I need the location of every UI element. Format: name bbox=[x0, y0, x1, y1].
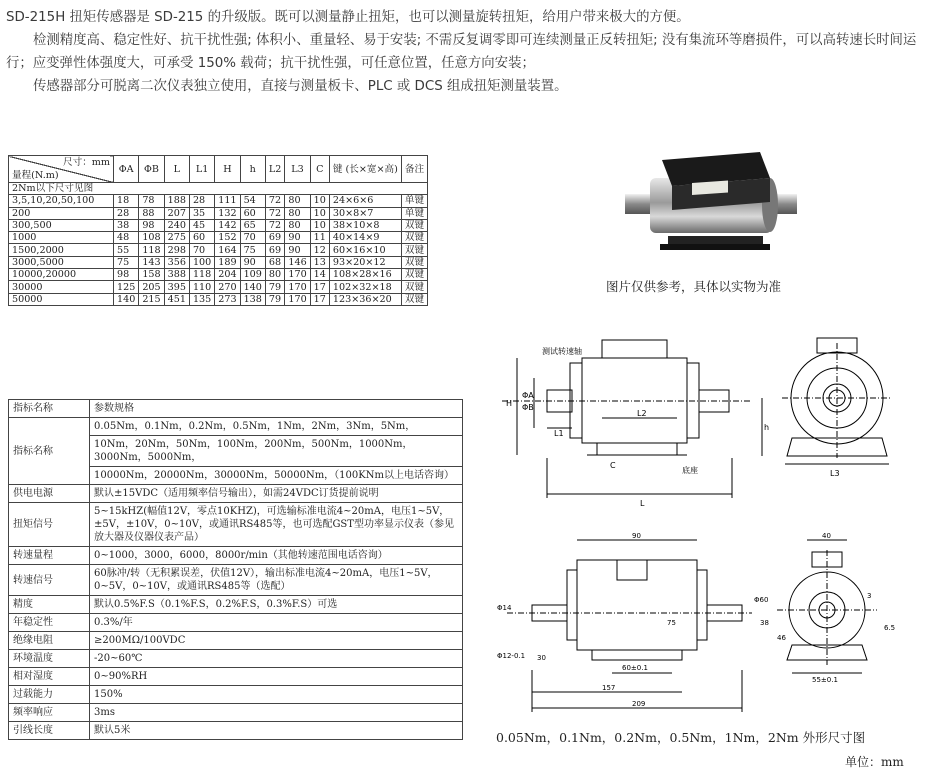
table-cell: 双键 bbox=[401, 281, 427, 293]
table-cell: 158 bbox=[139, 269, 164, 281]
table-cell: 240 bbox=[164, 219, 189, 231]
table-cell: 双键 bbox=[401, 269, 427, 281]
spec-value: 3ms bbox=[90, 704, 463, 722]
table-cell: 70 bbox=[189, 244, 214, 256]
drawing1-label-C: C bbox=[610, 461, 616, 470]
spec-row bbox=[9, 722, 463, 740]
spec-value: 60脉冲/转（无积累误差，伏值12V），输出标准电流4~20mA，电压1~5V，0~5V，0~10V，或通讯RS485等（选配） bbox=[90, 565, 463, 596]
spec-row bbox=[9, 503, 463, 547]
table-cell: 102×32×18 bbox=[329, 281, 401, 293]
table-cell: 90 bbox=[285, 232, 310, 244]
table-cell: 204 bbox=[215, 269, 240, 281]
dimension-col-header: L1 bbox=[189, 156, 214, 183]
spec-row bbox=[9, 686, 463, 704]
technical-drawing-small bbox=[492, 530, 917, 720]
sensor-photo bbox=[620, 140, 800, 265]
technical-drawing-side-front bbox=[492, 318, 917, 518]
table-cell: 17 bbox=[310, 293, 329, 305]
table-cell: 30×8×7 bbox=[329, 207, 401, 219]
drawing1-label-base: 底座 bbox=[682, 466, 698, 475]
spec-value: -20~60℃ bbox=[90, 650, 463, 668]
table-cell: 1000 bbox=[9, 232, 114, 244]
intro-line-1: SD-215H 扭矩传感器是 SD-215 的升级版。既可以测量静止扭矩，也可以测量旋转扭矩，给用户带来极大的方便。 bbox=[6, 10, 690, 25]
table-cell: 70 bbox=[240, 232, 265, 244]
dimension-col-header: 键 (长×宽×高) bbox=[329, 156, 401, 183]
table-cell: 50000 bbox=[9, 293, 114, 305]
table-cell: 69 bbox=[265, 244, 284, 256]
table-cell: 12 bbox=[310, 244, 329, 256]
table-cell: 170 bbox=[285, 269, 310, 281]
table-cell: 28 bbox=[114, 207, 139, 219]
table-cell: 298 bbox=[164, 244, 189, 256]
table-cell: 双键 bbox=[401, 256, 427, 268]
drawing2-dim-60: 60±0.1 bbox=[622, 664, 648, 672]
spec-key: 年稳定性 bbox=[9, 614, 90, 632]
table-cell: 111 bbox=[215, 195, 240, 207]
dimension-col-header: C bbox=[310, 156, 329, 183]
table-cell: 108×28×16 bbox=[329, 269, 401, 281]
table-cell: 69 bbox=[265, 232, 284, 244]
table-cell: 75 bbox=[240, 244, 265, 256]
table-row bbox=[9, 195, 428, 207]
drawing2-dim-phi60: Φ60 bbox=[754, 596, 769, 604]
spec-row bbox=[9, 704, 463, 722]
dimension-col-header: 备注 bbox=[401, 156, 427, 183]
table-cell: 72 bbox=[265, 219, 284, 231]
table-cell: 68 bbox=[265, 256, 284, 268]
table-cell: 205 bbox=[139, 281, 164, 293]
table-cell: 60 bbox=[240, 207, 265, 219]
table-cell: 10 bbox=[310, 219, 329, 231]
table-cell: 30000 bbox=[9, 281, 114, 293]
table-cell: 双键 bbox=[401, 293, 427, 305]
drawing2-dim-157: 157 bbox=[602, 684, 616, 692]
table-cell: 75 bbox=[114, 256, 139, 268]
table-cell: 80 bbox=[285, 207, 310, 219]
table-cell: 3000,5000 bbox=[9, 256, 114, 268]
spec-value: 0~90%RH bbox=[90, 668, 463, 686]
table-cell: 100 bbox=[189, 256, 214, 268]
table-cell: 152 bbox=[215, 232, 240, 244]
spec-header-value: 参数规格 bbox=[90, 400, 463, 418]
drawing2-dim-30: 30 bbox=[537, 654, 546, 662]
table-cell: 451 bbox=[164, 293, 189, 305]
table-cell: 18 bbox=[114, 195, 139, 207]
dimension-table-header bbox=[9, 156, 428, 183]
table-cell: 10 bbox=[310, 207, 329, 219]
spec-range-line-3: 10000Nm，20000Nm，30000Nm，50000Nm，（100KNm以上电话咨询） bbox=[94, 470, 454, 481]
table-cell: 200 bbox=[9, 207, 114, 219]
dimension-col-header: ΦB bbox=[139, 156, 164, 183]
spec-header-key: 指标名称 bbox=[9, 400, 90, 418]
spec-table bbox=[8, 399, 463, 740]
table-cell: 65 bbox=[240, 219, 265, 231]
table-cell: 98 bbox=[139, 219, 164, 231]
table-cell: 388 bbox=[164, 269, 189, 281]
table-row bbox=[9, 281, 428, 293]
spec-row bbox=[9, 632, 463, 650]
spec-key: 转速量程 bbox=[9, 547, 90, 565]
spec-value: 5~15kHZ(幅值12V，零点10KHZ)，可选输标准电流4~20mA，电压1~5V，±5V，±10V，0~10V，或通讯RS485等，也可选配GST型功率显示仪表（参见放大器及仪器仪表产品） bbox=[90, 503, 463, 547]
table-cell: 双键 bbox=[401, 219, 427, 231]
spec-row bbox=[9, 547, 463, 565]
dimension-col-header: L3 bbox=[285, 156, 310, 183]
table-cell: 275 bbox=[164, 232, 189, 244]
drawing1-label-phiB: ΦB bbox=[522, 403, 534, 412]
table-cell: 356 bbox=[164, 256, 189, 268]
drawing2-dim-209: 209 bbox=[632, 700, 646, 708]
table-cell: 55 bbox=[114, 244, 139, 256]
table-cell: 38×10×8 bbox=[329, 219, 401, 231]
drawing2-dim-90: 90 bbox=[632, 532, 641, 540]
table-cell: 215 bbox=[139, 293, 164, 305]
spec-value: 150% bbox=[90, 686, 463, 704]
table-cell: 3,5,10,20,50,100 bbox=[9, 195, 114, 207]
spec-range-key: 指标名称 bbox=[9, 418, 90, 485]
table-cell: 78 bbox=[139, 195, 164, 207]
table-cell: 135 bbox=[189, 293, 214, 305]
table-cell: 170 bbox=[285, 293, 310, 305]
drawing2-dim-phi12: Φ12-0.1 bbox=[497, 652, 526, 660]
spec-key: 扭矩信号 bbox=[9, 503, 90, 547]
drawing1-tag-shaft: 测试转速轴 bbox=[542, 347, 582, 356]
drawing2-dim-46: 46 bbox=[777, 634, 786, 642]
table-cell: 35 bbox=[189, 207, 214, 219]
table-cell: 109 bbox=[240, 269, 265, 281]
table-cell: 28 bbox=[189, 195, 214, 207]
table-cell: 300,500 bbox=[9, 219, 114, 231]
table-cell: 188 bbox=[164, 195, 189, 207]
drawing2-dim-3: 3 bbox=[867, 592, 872, 600]
table-cell: 132 bbox=[215, 207, 240, 219]
spec-value: 0.3%/年 bbox=[90, 614, 463, 632]
spec-row bbox=[9, 614, 463, 632]
spec-row bbox=[9, 668, 463, 686]
table-cell: 395 bbox=[164, 281, 189, 293]
drawing1-label-H: H bbox=[506, 399, 513, 408]
drawing1-label-L: L bbox=[640, 499, 645, 508]
table-cell: 双键 bbox=[401, 232, 427, 244]
drawing2-dim-75: 75 bbox=[667, 619, 676, 627]
dimension-col-header: h bbox=[240, 156, 265, 183]
drawing1-label-L1: L1 bbox=[554, 429, 564, 438]
table-cell: 双键 bbox=[401, 244, 427, 256]
intro-text bbox=[6, 6, 920, 98]
spec-value: 0~1000，3000，6000，8000r/min（其他转速范围电话咨询） bbox=[90, 547, 463, 565]
table-cell: 118 bbox=[139, 244, 164, 256]
spec-key: 转速信号 bbox=[9, 565, 90, 596]
dimension-header-diagonal bbox=[9, 156, 114, 183]
spec-row bbox=[9, 596, 463, 614]
spec-value: 默认0.5%F.S（0.1%F.S，0.2%F.S，0.3%F.S）可选 bbox=[90, 596, 463, 614]
table-cell: 189 bbox=[215, 256, 240, 268]
table-cell: 125 bbox=[114, 281, 139, 293]
spec-row bbox=[9, 565, 463, 596]
table-cell: 140 bbox=[240, 281, 265, 293]
unit-label: 单位：mm bbox=[845, 755, 904, 769]
spec-value: 默认±15VDC（适用频率信号输出），如需24VDC订货提前说明 bbox=[90, 485, 463, 503]
table-row bbox=[9, 244, 428, 256]
drawing-caption: 0.05Nm，0.1Nm，0.2Nm，0.5Nm，1Nm，2Nm 外形尺寸图 bbox=[496, 730, 866, 745]
table-cell: 146 bbox=[285, 256, 310, 268]
table-cell: 118 bbox=[189, 269, 214, 281]
table-cell: 80 bbox=[285, 195, 310, 207]
table-cell: 45 bbox=[189, 219, 214, 231]
spec-row-range bbox=[9, 418, 463, 485]
spec-value: ≥200MΩ/100VDC bbox=[90, 632, 463, 650]
drawing2-dim-55: 55±0.1 bbox=[812, 676, 838, 684]
dimension-header-bottom: 量程(N.m) bbox=[12, 170, 59, 181]
drawing2-dim-6-5: 6.5 bbox=[884, 624, 896, 632]
table-cell: 270 bbox=[215, 281, 240, 293]
drawing1-label-h: h bbox=[764, 423, 770, 432]
table-cell: 14 bbox=[310, 269, 329, 281]
table-cell: 108 bbox=[139, 232, 164, 244]
spec-row bbox=[9, 485, 463, 503]
table-row bbox=[9, 207, 428, 219]
table-cell: 单键 bbox=[401, 207, 427, 219]
table-cell: 140 bbox=[114, 293, 139, 305]
table-cell: 80 bbox=[285, 219, 310, 231]
table-cell: 60 bbox=[189, 232, 214, 244]
table-cell: 72 bbox=[265, 195, 284, 207]
spec-range-line-1: 0.05Nm，0.1Nm，0.2Nm，0.5Nm，1Nm，2Nm，3Nm，5Nm， bbox=[90, 418, 462, 436]
drawing2-dim-phi14: Φ14 bbox=[497, 604, 512, 612]
drawing2-dim-38: 38 bbox=[760, 619, 769, 627]
table-cell: 110 bbox=[189, 281, 214, 293]
dimension-header-top: 尺寸：mm bbox=[63, 157, 110, 168]
drawing1-label-L2: L2 bbox=[637, 409, 647, 418]
dimension-col-header: L2 bbox=[265, 156, 284, 183]
dimension-note-row bbox=[9, 183, 428, 195]
table-cell: 79 bbox=[265, 293, 284, 305]
drawing2-dim-40: 40 bbox=[822, 532, 831, 540]
table-cell: 207 bbox=[164, 207, 189, 219]
table-cell: 38 bbox=[114, 219, 139, 231]
spec-key: 频率响应 bbox=[9, 704, 90, 722]
dimension-note: 2Nm以下尺寸见图 bbox=[9, 183, 428, 195]
dimension-col-header: L bbox=[164, 156, 189, 183]
table-cell: 40×14×9 bbox=[329, 232, 401, 244]
dimension-col-header: ΦA bbox=[114, 156, 139, 183]
table-cell: 60×16×10 bbox=[329, 244, 401, 256]
table-cell: 142 bbox=[215, 219, 240, 231]
spec-key: 供电电源 bbox=[9, 485, 90, 503]
table-row bbox=[9, 219, 428, 231]
table-cell: 93×20×12 bbox=[329, 256, 401, 268]
table-cell: 单键 bbox=[401, 195, 427, 207]
dimension-col-header: H bbox=[215, 156, 240, 183]
spec-value: 默认5米 bbox=[90, 722, 463, 740]
table-cell: 10 bbox=[310, 195, 329, 207]
table-cell: 13 bbox=[310, 256, 329, 268]
spec-row bbox=[9, 650, 463, 668]
table-row bbox=[9, 269, 428, 281]
table-cell: 17 bbox=[310, 281, 329, 293]
table-cell: 1500,2000 bbox=[9, 244, 114, 256]
spec-table-header bbox=[9, 400, 463, 418]
table-cell: 72 bbox=[265, 207, 284, 219]
intro-line-2: 检测精度高、稳定性好、抗干扰性强; 体积小、重量轻、易于安装; 不需反复调零即可连续测量正反转扭矩; 没有集流环等磨损件，可以高转速长时间运行；应变弹性体强度大，可承受 150% 载荷；抗干扰性强，可任意位置，任意方向安装； bbox=[6, 33, 917, 71]
table-cell: 90 bbox=[240, 256, 265, 268]
drawing1-label-phiA: ΦA bbox=[522, 391, 534, 400]
table-cell: 88 bbox=[139, 207, 164, 219]
table-cell: 138 bbox=[240, 293, 265, 305]
spec-key: 引线长度 bbox=[9, 722, 90, 740]
table-cell: 164 bbox=[215, 244, 240, 256]
intro-line-3: 传感器部分可脱离二次仪表独立使用，直接与测量板卡、PLC 或 DCS 组成扭矩测量装置。 bbox=[33, 79, 568, 94]
photo-caption: 图片仅供参考，具体以实物为准 bbox=[606, 279, 782, 294]
table-cell: 79 bbox=[265, 281, 284, 293]
table-cell: 143 bbox=[139, 256, 164, 268]
spec-key: 精度 bbox=[9, 596, 90, 614]
spec-key: 环境温度 bbox=[9, 650, 90, 668]
table-cell: 90 bbox=[285, 244, 310, 256]
table-cell: 80 bbox=[265, 269, 284, 281]
spec-range-values bbox=[90, 418, 463, 485]
spec-key: 绝缘电阻 bbox=[9, 632, 90, 650]
spec-key: 相对湿度 bbox=[9, 668, 90, 686]
table-cell: 123×36×20 bbox=[329, 293, 401, 305]
table-row bbox=[9, 232, 428, 244]
table-cell: 11 bbox=[310, 232, 329, 244]
spec-range-line-2: 10Nm，20Nm，50Nm，100Nm，200Nm，500Nm，1000Nm，3000Nm，5000Nm， bbox=[90, 436, 462, 467]
table-cell: 54 bbox=[240, 195, 265, 207]
table-cell: 98 bbox=[114, 269, 139, 281]
table-row bbox=[9, 256, 428, 268]
table-cell: 10000,20000 bbox=[9, 269, 114, 281]
spec-key: 过载能力 bbox=[9, 686, 90, 704]
table-row bbox=[9, 293, 428, 305]
drawing1-label-L3: L3 bbox=[830, 469, 840, 478]
table-cell: 24×6×6 bbox=[329, 195, 401, 207]
dimension-table bbox=[8, 155, 428, 306]
table-cell: 170 bbox=[285, 281, 310, 293]
table-cell: 273 bbox=[215, 293, 240, 305]
table-cell: 48 bbox=[114, 232, 139, 244]
